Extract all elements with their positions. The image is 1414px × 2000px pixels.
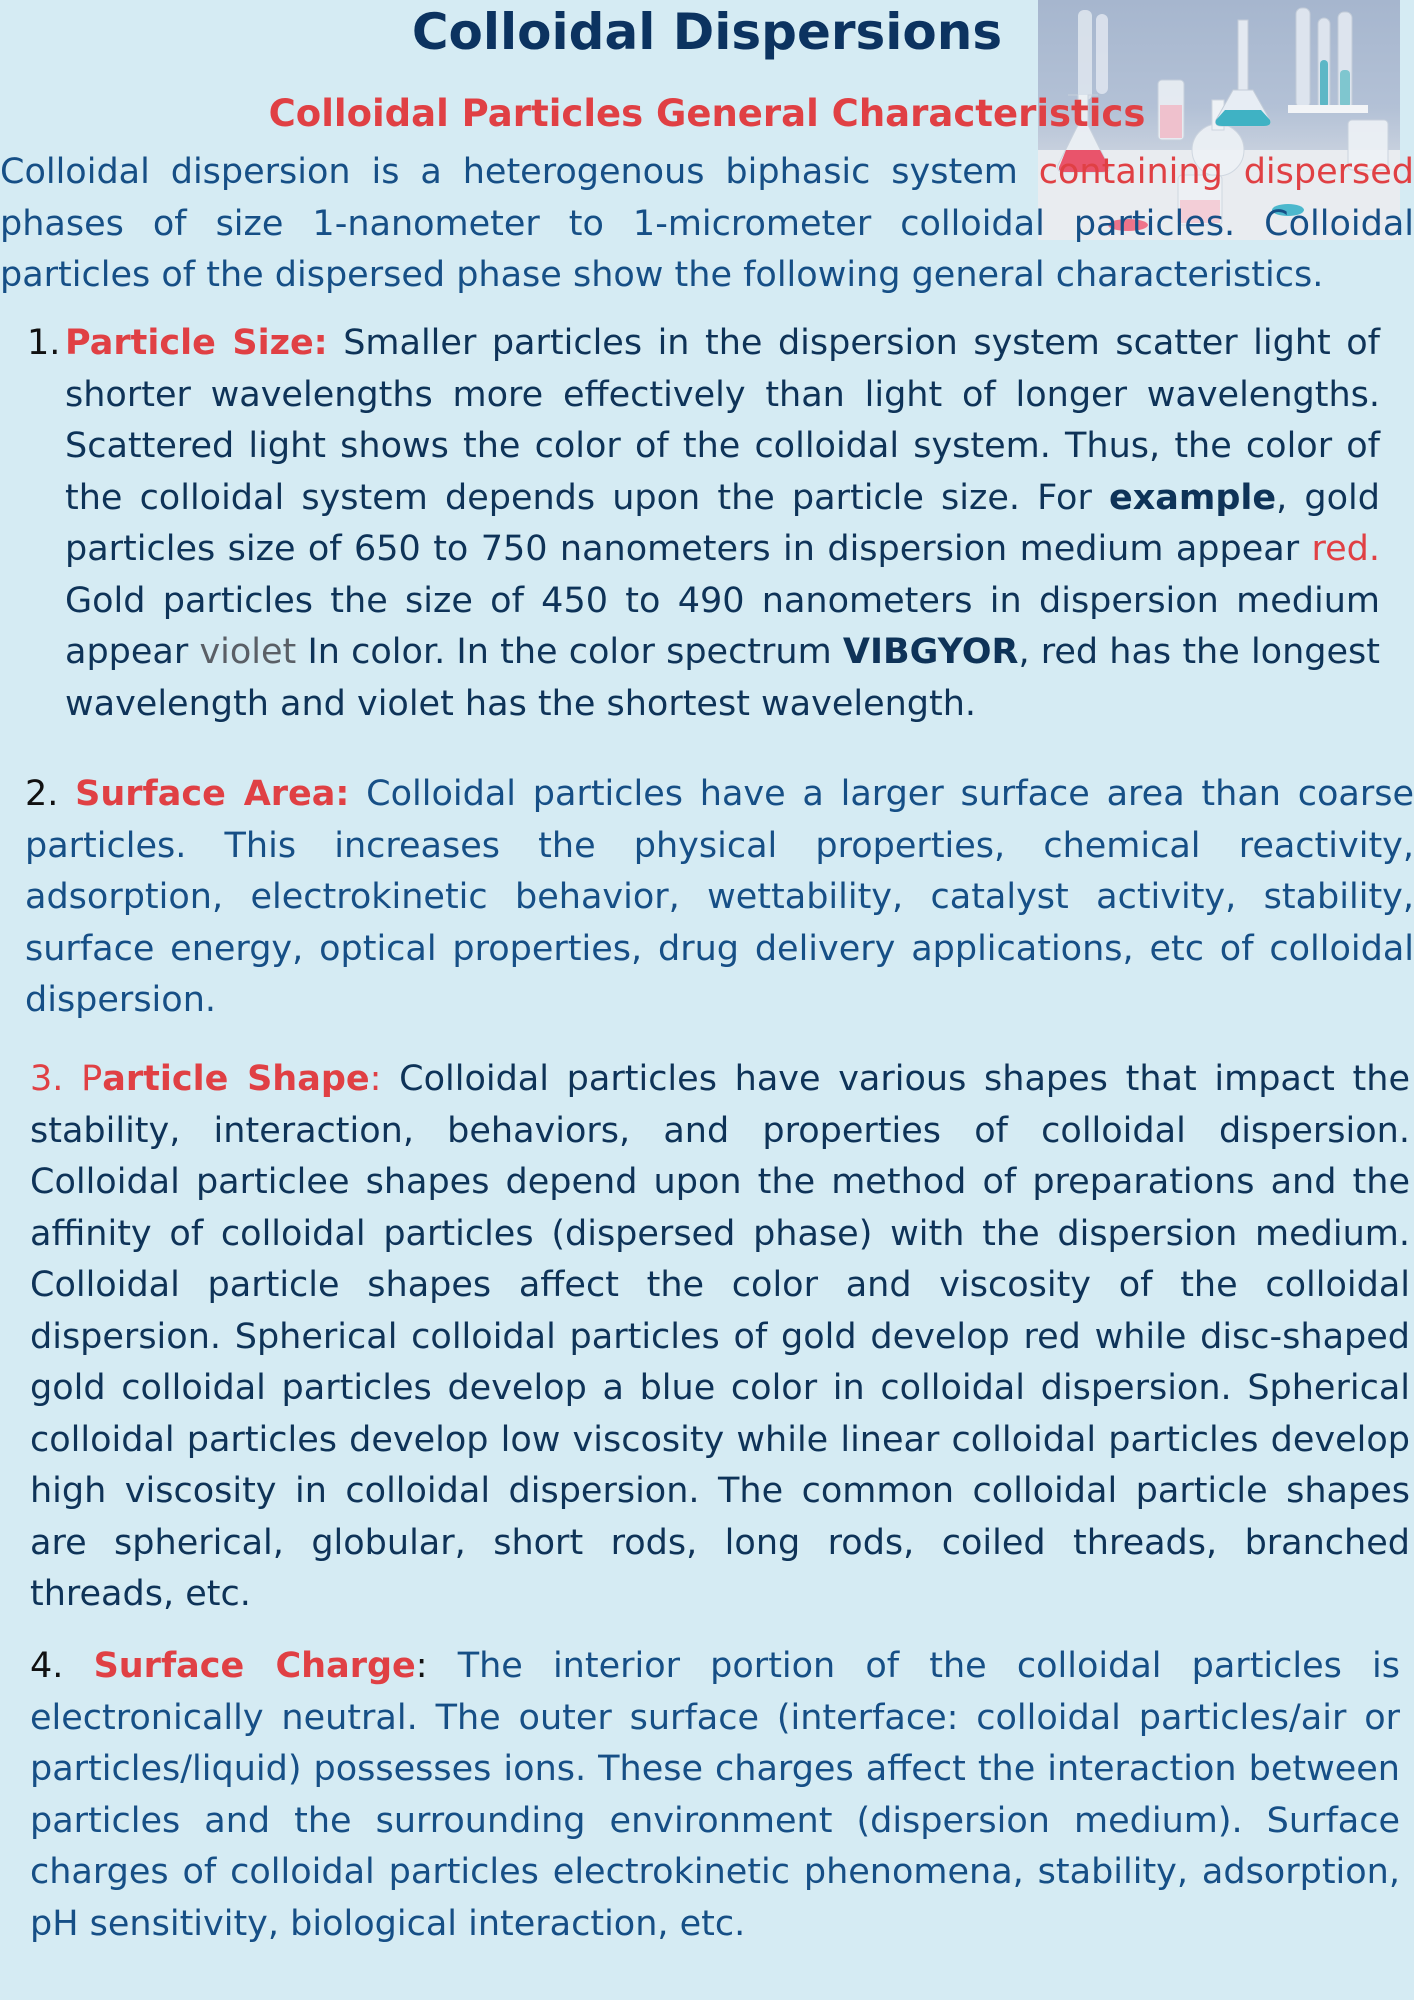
item-text: , red has the longest wavelength and violet has the shortest wavelength. xyxy=(65,632,1380,724)
item-number: 1. xyxy=(27,323,61,363)
item-text: Colloidal particles have a larger surface area than coarse particles. This increases the physical properties, chemical reactivity, adsorption, electrokinetic behavior, wettability, catalyst activity, stability, surface energy, optical properties, drug delivery applications, etc of colloidal dispersion. xyxy=(25,774,1414,1020)
item-label-colon: : xyxy=(369,1059,382,1099)
color-word-violet: violet xyxy=(199,632,297,672)
list-item-particle-shape xyxy=(30,1054,1410,1621)
item-label-colon: : xyxy=(415,1646,428,1686)
item-label: Surface Area: xyxy=(75,774,350,814)
item-number: 2. xyxy=(25,774,59,814)
item-label: article Shape xyxy=(102,1059,370,1099)
intro-text-start: Colloidal dispersion is a heterogenous biphasic system xyxy=(0,152,1039,192)
page-title: Colloidal Dispersions xyxy=(411,3,1003,61)
item-number: 4. xyxy=(30,1646,64,1686)
item-text: Smaller particles in the dispersion system scatter light of shorter wavelengths more effectively than light of longer wavelengths. Scattered light shows the color of the colloidal system. Thus, the color of the colloidal system depends upon the particle size. For xyxy=(65,323,1380,518)
list-item-particle-size xyxy=(27,318,1380,730)
item-text: Gold particles the size of 450 to 490 nanometers in dispersion medium appear xyxy=(65,580,1380,672)
item-text: The interior portion of the colloidal particles is electronically neutral. The outer surface (interface: colloidal particles/air or particles/liquid) possesses ions. These charges affect the interaction between particles and the surrounding environment (dispersion medium). Surface charges of colloidal particles electrokinetic phenomena, stability, adsorption, pH sensitivity, biological interaction, etc. xyxy=(30,1646,1400,1944)
bold-term-vibgyor: VIBGYOR xyxy=(842,632,1019,672)
item-text: Colloidal particles have various shapes that impact the stability, interaction, behaviors, and properties of colloidal dispersion. Colloidal particlee shapes depend upon the method of preparations and the affinity of colloidal particles (dispersed phase) with the dispersion medium. Colloidal particle shapes affect the color and viscosity of the colloidal dispersion. Spherical colloidal particles of gold develop red while disc-shaped gold colloidal particles develop a blue color in colloidal dispersion. Spherical colloidal particles develop low viscosity while linear colloidal particles develop high viscosity in colloidal dispersion. The common colloidal particle shapes are spherical, globular, short rods, long rods, coiled threads, branched threads, etc. xyxy=(30,1059,1410,1614)
list-item-surface-area xyxy=(25,769,1414,1027)
intro-text-end: phases of size 1-nanometer to 1-micrometer colloidal particles. Colloidal particles of the dispersed phase show the following general characteristics. xyxy=(0,203,1414,295)
item-text: In color. In the color spectrum xyxy=(296,632,843,672)
item-text: , gold particles size of 650 to 750 nanometers in dispersion medium appear xyxy=(65,477,1380,569)
intro-highlight: containing dispersed xyxy=(1038,152,1414,192)
item-number: 3. xyxy=(30,1059,64,1099)
list-item-surface-charge xyxy=(30,1641,1400,1950)
item-label: Surface Charge xyxy=(93,1646,416,1686)
section-subtitle: Colloidal Particles General Characteristics xyxy=(268,92,1146,135)
item-label-initial: P xyxy=(81,1059,103,1099)
bold-term-example: example xyxy=(1108,477,1277,518)
item-label: Particle Size: xyxy=(65,323,328,363)
intro-paragraph xyxy=(0,147,1414,302)
color-word-red: red. xyxy=(1311,529,1380,569)
